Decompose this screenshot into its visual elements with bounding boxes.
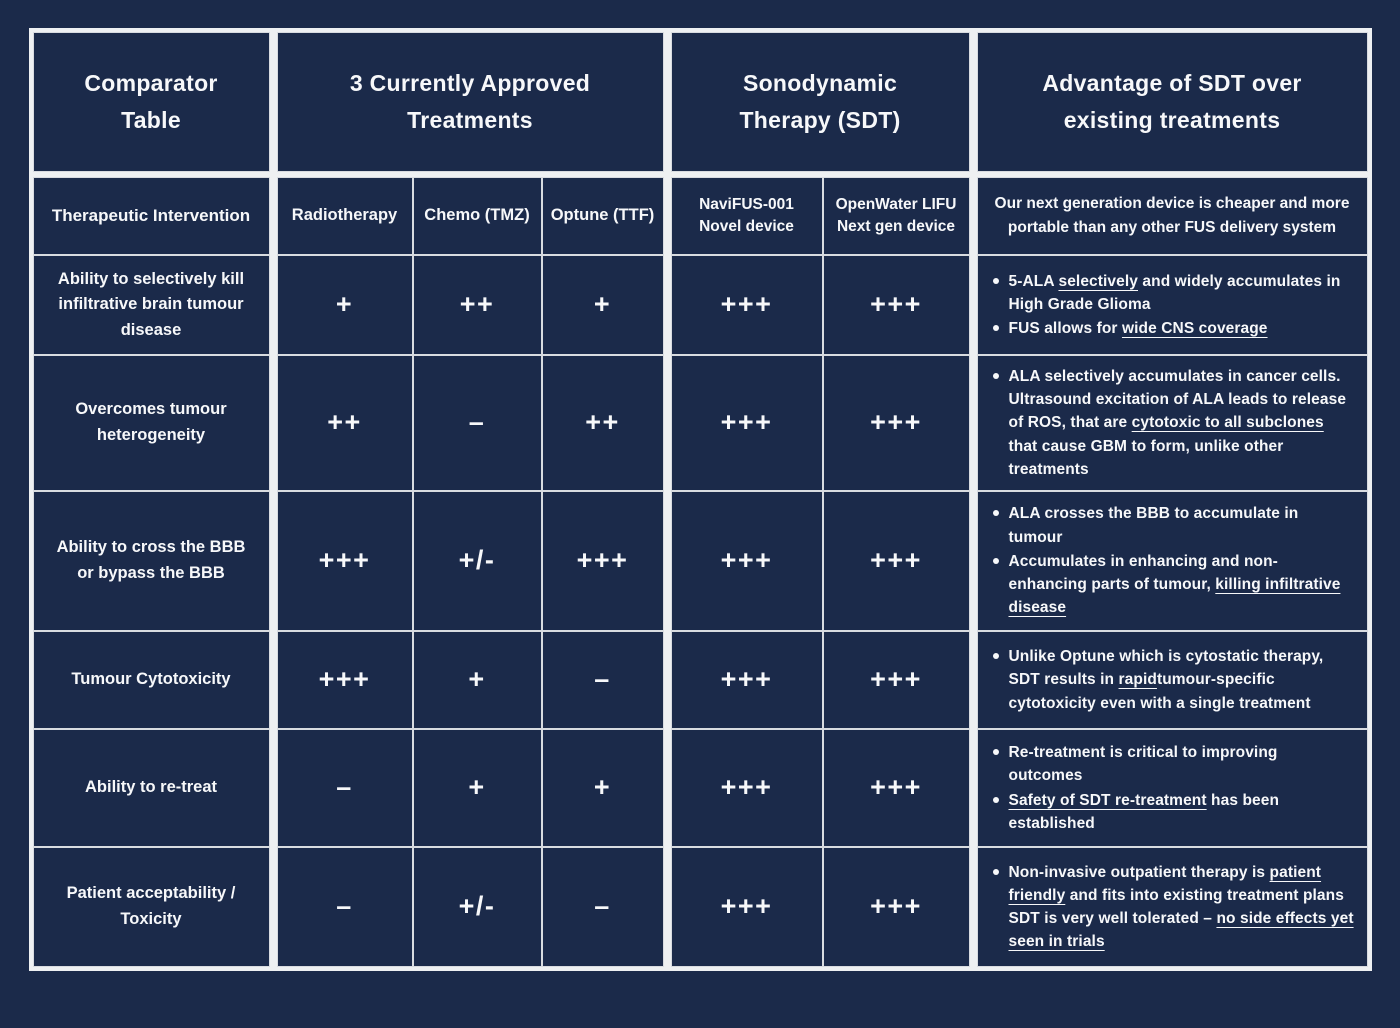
rating-cell: + <box>277 255 413 355</box>
subheader-chemo-tmz <box>413 177 542 255</box>
rating-cell: ++ <box>413 255 542 355</box>
bullet-text: Accumulates in enhancing and non-enhancing parts of tumour, killing infiltrative disease <box>1008 552 1341 617</box>
navifus-name: NaviFUS-001 <box>699 195 794 213</box>
bullet-dot-icon <box>993 749 999 755</box>
bullet-text: Non-invasive outpatient therapy is patient friendly and fits into existing treatment plans SDT is very well tolerated – no side effects yet seen in trials <box>1008 863 1354 951</box>
bullet-item <box>990 645 1355 715</box>
bullet-text: ALA selectively accumulates in cancer cells. Ultrasound excitation of ALA leads to release of ROS, that are cytotoxic to all subclones that cause GBM to form, unlike other treatments <box>1008 367 1347 478</box>
row-label: Ability to re-treat <box>33 729 270 847</box>
rating-cell: +++ <box>671 847 823 967</box>
advantage-cell <box>977 631 1368 729</box>
bullet-item <box>990 317 1268 340</box>
rating-cell: + <box>542 729 664 847</box>
bullet-dot-icon <box>993 373 999 379</box>
bullet-text: Re-treatment is critical to improving outcomes <box>1008 744 1278 785</box>
subheader-advantage-note <box>977 177 1368 255</box>
rating-cell: + <box>413 729 542 847</box>
subheader-optune-ttf <box>542 177 664 255</box>
rating-cell: – <box>542 847 664 967</box>
row-label: Patient acceptability / Toxicity <box>33 847 270 967</box>
rating-cell: – <box>542 631 664 729</box>
openwater-desc: Next gen device <box>836 218 956 235</box>
bullet-item <box>990 270 1355 317</box>
bullet-dot-icon <box>993 510 999 516</box>
header-approved-label: 3 Currently Approved Treatments <box>349 69 591 133</box>
bullet-item <box>990 861 1355 954</box>
rating-cell: +++ <box>277 631 413 729</box>
bullet-item <box>990 502 1355 549</box>
header-sonodynamic-therapy <box>671 32 970 172</box>
bullet-text: FUS allows for wide CNS coverage <box>1008 320 1268 338</box>
rating-cell: +++ <box>542 491 664 631</box>
rating-cell: +++ <box>671 631 823 729</box>
rating-cell: – <box>277 847 413 967</box>
comparator-table <box>29 28 1372 971</box>
optune-label: Optune (TTF) <box>550 206 655 225</box>
rating-cell: +++ <box>671 255 823 355</box>
rating-cell: +++ <box>823 729 970 847</box>
rating-cell: +++ <box>823 491 970 631</box>
therapeutic-intervention-label: Therapeutic Intervention <box>51 205 251 225</box>
bullet-item <box>990 741 1355 788</box>
rating-cell: ++ <box>277 355 413 491</box>
subheader-radiotherapy <box>277 177 413 255</box>
header-sdt-label: Sonodynamic Therapy (SDT) <box>739 69 901 133</box>
rating-cell: +/- <box>413 491 542 631</box>
advantage-cell <box>977 729 1368 847</box>
bullet-dot-icon <box>993 278 999 284</box>
bullet-item <box>990 550 1355 620</box>
advantage-cell <box>977 255 1368 355</box>
bullet-dot-icon <box>993 869 999 875</box>
row-label: Ability to cross the BBB or bypass the BBB <box>33 491 270 631</box>
subheader-navifus-device <box>671 177 823 255</box>
radiotherapy-label: Radiotherapy <box>291 206 398 225</box>
chemo-label: Chemo (TMZ) <box>424 206 530 225</box>
advantage-cell <box>977 355 1368 491</box>
rating-cell: +++ <box>823 631 970 729</box>
rating-cell: +++ <box>671 491 823 631</box>
rating-cell: +++ <box>823 355 970 491</box>
rating-cell: +++ <box>277 491 413 631</box>
subheader-therapeutic-intervention <box>33 177 270 255</box>
bullet-text: Unlike Optune which is cytostatic therapy, SDT results in rapidtumour-specific cytotoxicity even with a single treatment <box>1008 648 1324 712</box>
subheader-openwater-device <box>823 177 970 255</box>
rating-cell: + <box>413 631 542 729</box>
bullet-item <box>990 789 1355 836</box>
header-comparator-table <box>33 32 270 172</box>
openwater-name: OpenWater LIFU <box>835 195 957 213</box>
advantage-note-label: Our next generation device is cheaper and more portable than any other FUS delivery system <box>994 194 1350 236</box>
rating-cell: +/- <box>413 847 542 967</box>
bullet-dot-icon <box>993 325 999 331</box>
rating-cell: +++ <box>671 355 823 491</box>
rating-cell: +++ <box>823 847 970 967</box>
bullet-dot-icon <box>993 653 999 659</box>
row-label: Ability to selectively kill infiltrative brain tumour disease <box>33 255 270 355</box>
header-approved-treatments <box>277 32 664 172</box>
bullet-dot-icon <box>993 797 999 803</box>
rating-cell: ++ <box>542 355 664 491</box>
header-comparator-label: Comparator Table <box>84 69 218 133</box>
bullet-dot-icon <box>993 558 999 564</box>
bullet-item <box>990 365 1355 481</box>
bullet-text: ALA crosses the BBB to accumulate in tumour <box>1008 505 1299 546</box>
navifus-desc: Novel device <box>699 218 794 235</box>
advantage-cell <box>977 847 1368 967</box>
header-advantage <box>977 32 1368 172</box>
bullet-text: 5-ALA selectively and widely accumulates in High Grade Glioma <box>1008 272 1341 313</box>
rating-cell: + <box>542 255 664 355</box>
rating-cell: – <box>413 355 542 491</box>
header-advantage-label: Advantage of SDT over existing treatments <box>1042 69 1302 133</box>
rating-cell: +++ <box>671 729 823 847</box>
rating-cell: +++ <box>823 255 970 355</box>
advantage-cell <box>977 491 1368 631</box>
rating-cell: – <box>277 729 413 847</box>
bullet-text: Safety of SDT re-treatment has been established <box>1008 791 1280 832</box>
row-label: Tumour Cytotoxicity <box>33 631 270 729</box>
row-label: Overcomes tumour heterogeneity <box>33 355 270 491</box>
